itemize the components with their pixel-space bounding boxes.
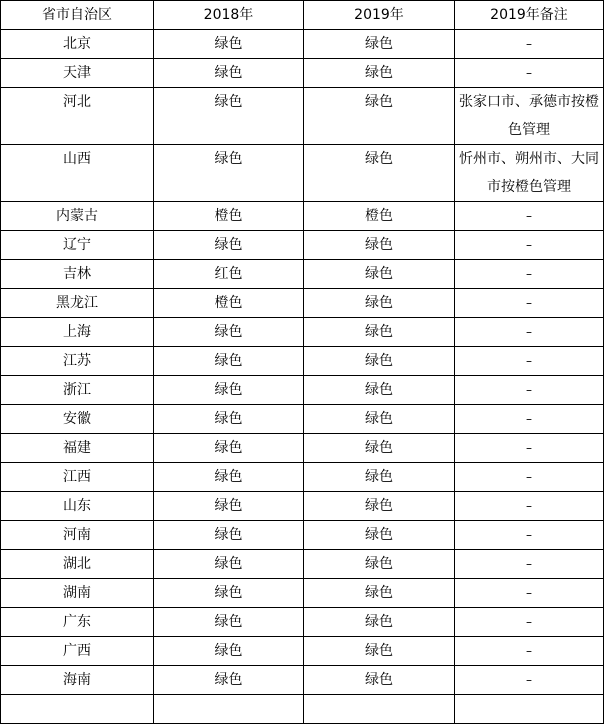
cell-2019: 绿色: [304, 59, 455, 88]
table-row: [1, 347, 604, 376]
cell-2019: 绿色: [304, 608, 455, 637]
table-row: [1, 202, 604, 231]
cell-province: 河北: [1, 88, 154, 145]
cell-note: –: [455, 59, 604, 88]
cell-2019: 绿色: [304, 376, 455, 405]
table-row: [1, 405, 604, 434]
cell-note: –: [455, 231, 604, 260]
cell-province: 河南: [1, 521, 154, 550]
header-2019: 2019年: [304, 1, 455, 30]
cell-2018: 绿色: [154, 492, 304, 521]
cell-note: –: [455, 318, 604, 347]
cell-note: –: [455, 521, 604, 550]
cell-province: 天津: [1, 59, 154, 88]
cell-note: –: [455, 434, 604, 463]
cell-2019: 绿色: [304, 231, 455, 260]
cell-2019: 绿色: [304, 521, 455, 550]
table-row: [1, 318, 604, 347]
cell-2018: 绿色: [154, 145, 304, 202]
cell-2019: 绿色: [304, 463, 455, 492]
cell-province: 吉林: [1, 260, 154, 289]
cell-note: –: [455, 666, 604, 695]
cell-2018: 橙色: [154, 289, 304, 318]
cell-2018: 橙色: [154, 202, 304, 231]
cell-2018: 绿色: [154, 59, 304, 88]
cell-2019: 绿色: [304, 347, 455, 376]
table-row: [1, 695, 604, 724]
table-row: [1, 550, 604, 579]
cell-2018: 绿色: [154, 521, 304, 550]
cell-2018: 绿色: [154, 434, 304, 463]
cell-2018: 绿色: [154, 30, 304, 59]
cell-2018: 绿色: [154, 318, 304, 347]
table-header-row: [1, 1, 604, 30]
cell-2019: 绿色: [304, 30, 455, 59]
header-province: 省市自治区: [1, 1, 154, 30]
cell-note: 张家口市、承德市按橙色管理: [455, 88, 604, 145]
cell-note: –: [455, 289, 604, 318]
cell-2019: 绿色: [304, 550, 455, 579]
cell-province: 安徽: [1, 405, 154, 434]
cell-province: 湖南: [1, 579, 154, 608]
table-row: [1, 463, 604, 492]
cell-province: 广东: [1, 608, 154, 637]
cell-2018: 绿色: [154, 608, 304, 637]
cell-note: –: [455, 405, 604, 434]
table-row: [1, 608, 604, 637]
cell-note: –: [455, 579, 604, 608]
header-2018: 2018年: [154, 1, 304, 30]
cell-province: 辽宁: [1, 231, 154, 260]
cell-2019: 绿色: [304, 88, 455, 145]
cell-province: 江苏: [1, 347, 154, 376]
cell-province: 海南: [1, 666, 154, 695]
cell-2019: 绿色: [304, 492, 455, 521]
table-row: [1, 434, 604, 463]
cell-2019: 橙色: [304, 202, 455, 231]
cell-2018: 绿色: [154, 666, 304, 695]
table-row: [1, 376, 604, 405]
cell-note: –: [455, 202, 604, 231]
cell-province: 北京: [1, 30, 154, 59]
cell-province: 山西: [1, 145, 154, 202]
table-row: [1, 231, 604, 260]
cell-note: –: [455, 30, 604, 59]
cell-province: 上海: [1, 318, 154, 347]
cell-note: –: [455, 608, 604, 637]
cell-2019: 绿色: [304, 145, 455, 202]
cell-2018: [154, 695, 304, 724]
cell-2018: 绿色: [154, 637, 304, 666]
cell-note: –: [455, 347, 604, 376]
table-row: [1, 579, 604, 608]
cell-province: 湖北: [1, 550, 154, 579]
cell-province: 内蒙古: [1, 202, 154, 231]
cell-note: –: [455, 376, 604, 405]
table-row: [1, 30, 604, 59]
header-2019-note: 2019年备注: [455, 1, 604, 30]
cell-2019: 绿色: [304, 318, 455, 347]
cell-2019: 绿色: [304, 637, 455, 666]
cell-2018: 绿色: [154, 376, 304, 405]
table-row: [1, 637, 604, 666]
cell-2019: 绿色: [304, 579, 455, 608]
cell-2018: 绿色: [154, 463, 304, 492]
cell-2018: 绿色: [154, 405, 304, 434]
cell-2018: 绿色: [154, 550, 304, 579]
cell-2019: 绿色: [304, 666, 455, 695]
cell-province: 浙江: [1, 376, 154, 405]
cell-province: 福建: [1, 434, 154, 463]
cell-2018: 绿色: [154, 231, 304, 260]
cell-province: 广西: [1, 637, 154, 666]
cell-2018: 绿色: [154, 88, 304, 145]
cell-2019: 绿色: [304, 405, 455, 434]
cell-note: –: [455, 260, 604, 289]
table-row: [1, 59, 604, 88]
table-row: [1, 145, 604, 202]
cell-2019: [304, 695, 455, 724]
cell-note: –: [455, 463, 604, 492]
table-row: [1, 260, 604, 289]
cell-note: –: [455, 492, 604, 521]
cell-2019: 绿色: [304, 434, 455, 463]
cell-note: –: [455, 637, 604, 666]
table-row: [1, 666, 604, 695]
cell-province: 黑龙江: [1, 289, 154, 318]
cell-note: 忻州市、朔州市、大同市按橙色管理: [455, 145, 604, 202]
cell-2019: 绿色: [304, 289, 455, 318]
table-row: [1, 88, 604, 145]
cell-2018: 绿色: [154, 347, 304, 376]
table-row: [1, 492, 604, 521]
cell-province: [1, 695, 154, 724]
cell-2018: 绿色: [154, 579, 304, 608]
cell-note: –: [455, 550, 604, 579]
cell-note: [455, 695, 604, 724]
cell-province: 江西: [1, 463, 154, 492]
table-row: [1, 289, 604, 318]
table-row: [1, 521, 604, 550]
cell-2018: 红色: [154, 260, 304, 289]
cell-2019: 绿色: [304, 260, 455, 289]
cell-province: 山东: [1, 492, 154, 521]
